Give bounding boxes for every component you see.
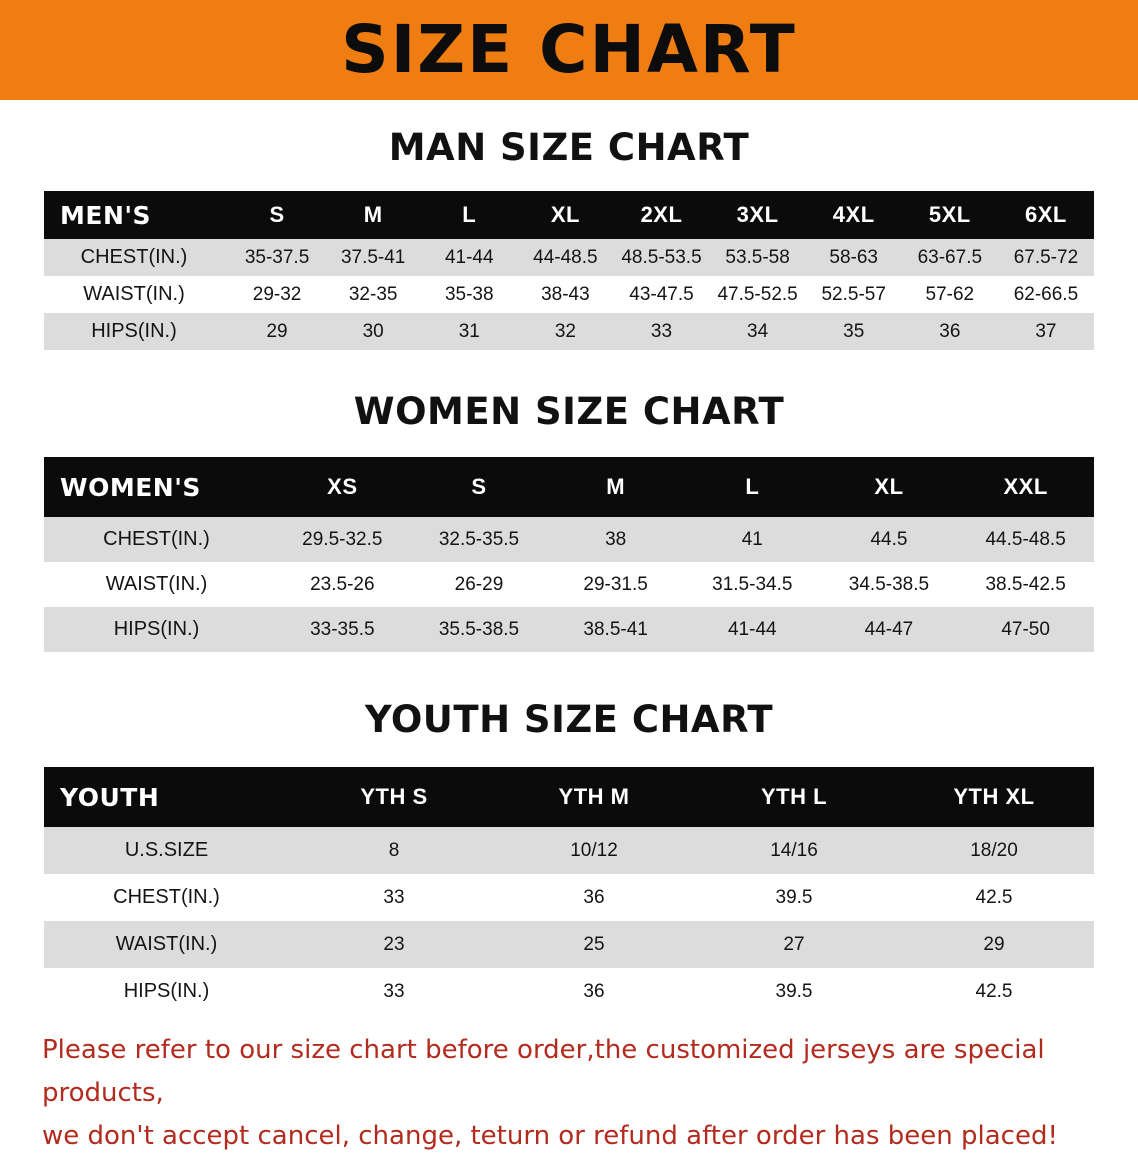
man-cell-0-7: 63-67.5 [917,246,983,268]
women-cell-2-2: 38.5-41 [583,618,648,640]
man-header-cell-1: S [269,202,285,227]
women-cell-1-4: 34.5-38.5 [848,573,930,595]
youth-cell-1-1: 36 [583,886,605,908]
man-cell-2-7: 36 [939,320,961,342]
banner-title: SIZE CHART [341,11,797,88]
women-cell-0-2: 38 [605,528,627,550]
youth-header-cell-4: YTH XL [953,784,1035,809]
youth-cell-1-2: 39.5 [775,886,813,908]
women-header-cell-5: XL [874,474,904,499]
man-header-cell-5: 2XL [640,202,683,227]
man-size-table [44,191,1094,350]
man-cell-1-2: 35-38 [444,283,494,305]
man-cell-0-6: 58-63 [829,246,879,268]
man-cell-2-1: 30 [362,320,384,342]
youth-cell-2-3: 29 [983,933,1005,955]
women-header-cell-1: XS [327,474,358,499]
man-cell-1-8: 62-66.5 [1013,283,1079,305]
man-table-wrap [44,191,1094,350]
women-header-cell-4: L [745,474,760,499]
women-cell-0-0: 29.5-32.5 [302,528,383,550]
man-header-cell-6: 3XL [736,202,779,227]
youth-table-wrap [44,767,1094,1015]
youth-cell-1-3: 42.5 [975,886,1013,908]
policy-note-line-1: Please refer to our size chart before order,the customized jerseys are special products, [42,1035,1045,1108]
youth-cell-0-3: 18/20 [970,839,1018,861]
man-header-cell-4: XL [550,202,580,227]
man-cell-2-6: 35 [843,320,865,342]
youth-row-label-2: WAIST(IN.) [115,933,218,955]
man-table-header [44,191,1094,239]
banner [0,0,1138,100]
youth-header-cell-1: YTH S [360,784,428,809]
man-cell-2-5: 34 [747,320,769,342]
youth-cell-2-2: 27 [783,933,805,955]
man-cell-1-5: 47.5-52.5 [717,283,798,305]
women-cell-1-0: 23.5-26 [310,573,375,595]
women-header-cell-0: WOMEN'S [60,472,201,502]
table-row [44,313,1094,350]
women-table-body [44,517,1094,652]
women-cell-2-4: 44-47 [864,618,914,640]
man-header-cell-3: L [462,202,477,227]
table-header-row [44,457,1094,517]
youth-cell-2-1: 25 [583,933,605,955]
youth-cell-2-0: 23 [383,933,405,955]
man-cell-1-7: 57-62 [925,283,975,305]
women-size-table [44,457,1094,652]
man-cell-0-3: 44-48.5 [533,246,598,268]
man-section-title: MAN SIZE CHART [388,126,750,169]
youth-header-cell-3: YTH L [760,784,828,809]
man-header-cell-0: MEN'S [60,200,152,230]
man-header-cell-9: 6XL [1025,202,1067,227]
table-row [44,276,1094,313]
man-cell-2-3: 32 [554,320,576,342]
youth-cell-3-1: 36 [583,980,605,1002]
women-cell-0-5: 44.5-48.5 [985,528,1066,550]
women-cell-2-1: 35.5-38.5 [438,618,520,640]
policy-note [36,1029,1102,1158]
women-row-label-1: WAIST(IN.) [105,573,208,595]
women-table-wrap [44,457,1094,652]
man-row-label-0: CHEST(IN.) [80,246,188,268]
women-header-cell-6: XXL [1003,474,1048,499]
table-row [44,827,1094,874]
man-cell-0-0: 35-37.5 [244,246,310,268]
women-table-header [44,457,1094,517]
man-row-label-2: HIPS(IN.) [91,320,177,342]
table-row [44,921,1094,968]
youth-row-label-3: HIPS(IN.) [123,980,210,1002]
man-cell-1-1: 32-35 [348,283,398,305]
youth-cell-1-0: 33 [383,886,405,908]
women-cell-0-1: 32.5-35.5 [438,528,520,550]
man-header-cell-2: M [363,202,383,227]
youth-cell-0-0: 8 [388,839,400,861]
women-header-cell-3: M [606,474,626,499]
man-header-cell-7: 4XL [832,202,875,227]
man-cell-1-4: 43-47.5 [629,283,694,305]
man-cell-2-2: 31 [458,320,480,342]
women-cell-2-0: 33-35.5 [310,618,375,640]
man-row-label-1: WAIST(IN.) [83,283,185,305]
women-cell-2-3: 41-44 [727,618,777,640]
table-header-row [44,767,1094,827]
man-cell-2-8: 37 [1035,320,1057,342]
youth-cell-0-2: 14/16 [770,839,818,861]
man-cell-2-4: 33 [650,320,673,342]
youth-table-body [44,827,1094,1015]
women-cell-1-2: 29-31.5 [583,573,648,595]
youth-header-cell-0: YOUTH [60,782,160,812]
youth-table-header [44,767,1094,827]
man-cell-1-3: 38-43 [541,283,590,305]
women-cell-2-5: 47-50 [1001,618,1050,640]
youth-cell-3-2: 39.5 [775,980,813,1002]
women-cell-0-3: 41 [741,528,763,550]
man-header-cell-8: 5XL [928,202,971,227]
women-section-title: WOMEN SIZE CHART [353,390,785,433]
table-header-row [44,191,1094,239]
man-cell-2-0: 29 [266,320,288,342]
women-cell-1-3: 31.5-34.5 [712,573,793,595]
table-row [44,874,1094,921]
youth-row-label-1: CHEST(IN.) [113,886,220,908]
youth-cell-3-0: 33 [383,980,405,1002]
man-cell-0-2: 41-44 [444,246,494,268]
women-cell-0-4: 44.5 [870,528,908,550]
youth-cell-0-1: 10/12 [570,839,618,861]
women-cell-1-5: 38.5-42.5 [985,573,1066,595]
table-row [44,562,1094,607]
women-header-cell-2: S [471,474,487,499]
man-cell-1-6: 52.5-57 [821,283,886,305]
man-cell-0-8: 67.5-72 [1013,246,1079,268]
women-row-label-2: HIPS(IN.) [113,618,200,640]
youth-cell-3-3: 42.5 [975,980,1013,1002]
man-cell-0-5: 53.5-58 [725,246,790,268]
youth-row-label-0: U.S.SIZE [124,839,209,861]
youth-size-table [44,767,1094,1015]
man-cell-0-4: 48.5-53.5 [621,246,702,268]
table-row [44,607,1094,652]
man-cell-0-1: 37.5-41 [340,246,406,268]
man-cell-1-0: 29-32 [252,283,302,305]
man-table-body [44,239,1094,350]
table-row [44,239,1094,276]
table-row [44,968,1094,1015]
youth-section-title: YOUTH SIZE CHART [364,698,774,741]
policy-note-line-2: we don't accept cancel, change, teturn or refund after order has been placed! [42,1120,1058,1151]
women-row-label-0: CHEST(IN.) [103,528,210,550]
table-row [44,517,1094,562]
women-cell-1-1: 26-29 [454,573,504,595]
youth-header-cell-2: YTH M [558,784,630,809]
